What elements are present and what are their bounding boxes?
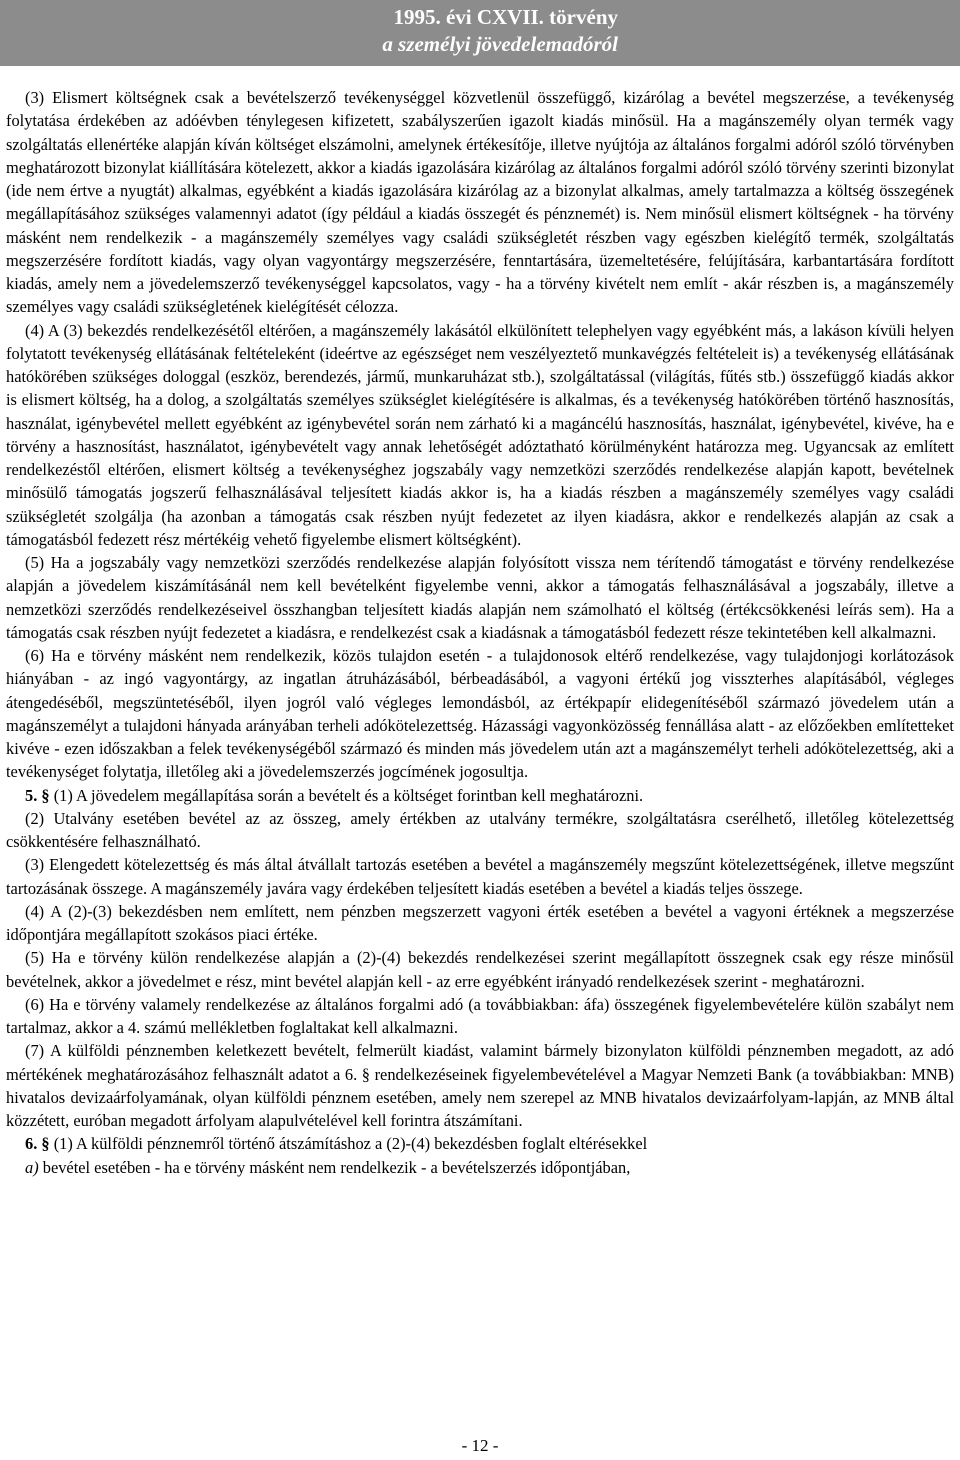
paragraph: (4) A (3) bekezdés rendelkezésétől eltérően, a magánszemély lakásától elkülönített telephelyen vagy egyébként más, a lakáson kívüli helyen folytatott tevékenység ellátásának feltételeként (ideértve az egészséget nem veszélyeztető munkavégzés feltételeit is) a tevékenység ellátásának hatókörében szükséges dologgal (eszköz, berendezés, jármű, munkaruházat stb.), szolgáltatással (világítás, fűtés stb.) összefüggő kiadás akkor is elismert költség, ha a dolog, a szolgáltatás személyes szükséglet kielégítésére is alkalmas, és a tevékenység hatókörében történő hasznosítás, használat, igénybevétel mellett egyébként az igénybevétel során nem zárható ki a magáncélú hasznosítás, használat, igénybevétel, kivéve, ha e törvény a hasznosítást, használatot, igénybevételt vagy annak lehetőségét adóztatható körülményként határozza meg. Ugyancsak az említett rendelkezéstől eltérően, elismert költség a tevékenységhez jogszabály vagy nemzetközi szerződés rendelkezése alapján kapott, bevételnek minősülő támogatás jogszerű felhasználásával teljesített kiadás akkor is, ha a kiadás részben a magánszemély személyes vagy családi szükségletét szolgálja (ha azonban a támogatás csak részben nyújt fedezetet az ilyen kiadásra, akkor e rendelkezés alapján az csak a támogatásból fedezett rész mértékéig vehető figyelembe elismert költségként). (6, 320, 954, 549)
paragraph-text: (1) A külföldi pénznemről történő átszámításhoz a (2)-(4) bekezdésben foglalt eltérésekkel (53, 1134, 648, 1154)
list-item-label: a) (25, 1157, 39, 1177)
paragraph: (6) Ha e törvény valamely rendelkezése az általános forgalmi adó (a továbbiakban: áfa) összegének figyelembevételére külön szabályt nem tartalmaz, akkor a 4. számú mellékletben foglaltakat kell alkalmazni. (6, 994, 954, 1037)
document-body (6, 86, 954, 1179)
paragraph: (4) A (2)-(3) bekezdésben nem említett, nem pénzben megszerzett vagyoni érték esetében a bevétel a vagyoni értéknek a megszerzése időpontjára megállapított szokásos piaci értéke. (6, 901, 954, 944)
paragraph-text: (1) A jövedelem megállapítása során a bevételt és a költséget forintban kell meghatározni. (53, 785, 644, 805)
paragraph: (5) Ha e törvény külön rendelkezése alapján a (2)-(4) bekezdés rendelkezései szerint megállapított összegnek csak egy része minősül bevételnek, akkor a jövedelmet e rész, mint bevétel alapján kell - az erre egyébként irányadó rendelkezések szerint - meghatározni. (6, 948, 954, 991)
law-title: 1995. évi CXVII. törvény (393, 5, 618, 29)
paragraph: (3) Elismert költségnek csak a bevételszerző tevékenységgel közvetlenül összefüggő, kizárólag a bevétel megszerzése, a tevékenység folytatása érdekében az adóévben ténylegesen kifizetett, szabályszerűen igazolt kiadás minősül. Ha a magánszemély olyan termék vagy szolgáltatás ellenértéke alapján kíván költséget elszámolni, amelynek értékesítője, illetve nyújtója az általános forgalmi adóról szóló törvényben meghatározott bizonylat kiállítására kötelezett, akkor a kiadás igazolására kizárólag az általános forgalmi adóról szóló törvény szerinti bizonylat (ide nem értve a nyugtát) alkalmas, egyébként a kiadás igazolására kizárólag az a bizonylat alkalmas, amely tartalmazza a költség összegének megállapításához szükséges valamennyi adatot (így például a kiadás összegét és pénznemét) is. Nem minősül elismert költségnek - ha törvény másként nem rendelkezik - a magánszemély személyes vagy családi szükségletét részben vagy egészben kielégítő termék, szolgáltatás megszerzésére fordított kiadás, vagy olyan vagyontárgy megszerzésére, fenntartására, üzemeltetésére, felújítására, karbantartására fordított kiadás, amely nem a jövedelemszerző tevékenységgel kapcsolatos, vagy - ha a törvény kivételt nem említ - akár részben is, a magánszemély személyes vagy családi szükségletének kielégítését célozza. (6, 88, 954, 317)
paragraph: (2) Utalvány esetében bevétel az az összeg, amely értékben az utalvány termékre, szolgáltatásra cserélhető, illetőleg kötelezettség csökkentésére felhasználható. (6, 808, 954, 851)
page-number: - 12 - (461, 1436, 499, 1455)
section-6-number: 6. § (25, 1134, 50, 1154)
law-subtitle: a személyi jövedelemadóról (382, 32, 618, 56)
section-5-paragraph-1 (6, 784, 954, 807)
list-item-text: bevétel esetében - ha e törvény másként nem rendelkezik - a bevételszerzés időpontjában, (42, 1157, 631, 1177)
paragraph: (5) Ha a jogszabály vagy nemzetközi szerződés rendelkezése alapján folyósított vissza nem térítendő támogatást e törvény rendelkezése alapján a jövedelem kiszámításánál nem kell bevételként figyelembe venni, akkor a támogatás felhasználásával a jogszabály, illetve a nemzetközi szerződés rendelkezéseivel összhangban teljesített kiadás alapján nem számolható el költség (értékcsökkenési leírás sem). Ha a támogatás csak részben nyújt fedezetet a kiadásra, e rendelkezést csak a kiadásnak a támogatásból fedezett része tekintetében kell alkalmazni. (6, 553, 954, 642)
list-item-a (6, 1156, 954, 1179)
paragraph: (3) Elengedett kötelezettség és más által átvállalt tartozás esetében a bevétel a magánszemély megszűnt kötelezettségének, illetve megszűnt tartozásának összege. A magánszemély javára vagy érdekében teljesített kiadás esetében a bevétel a kiadás teljes összege. (6, 855, 954, 898)
paragraph: (6) Ha e törvény másként nem rendelkezik, közös tulajdon esetén - a tulajdonosok eltérő rendelkezése, vagy tulajdonjogi korlátozások hiányában - az ingó vagyontárgy, az ingatlan átruházásából, bérbeadásából, a vagyoni értékű jog visszterhes alapításából, végleges átengedéséből, megszüntetéséből, ilyen jogról való végleges lemondásból, az értékpapír elidegenítéséből származó jövedelem után a magánszemélyt a tulajdoni hányada arányában terheli adókötelezettség. Házassági vagyonközösség fennállása alatt - az előzőekben említetteket kivéve - ezen időszakban a felek tevékenységéből származó és minden más jövedelem után azt a magánszemélyt terheli adókötelezettség, aki a tevékenységet folytatja, illetőleg aki a jövedelemszerzés jogcímének jogosultja. (6, 646, 954, 782)
section-5-number: 5. § (25, 785, 50, 805)
section-6-paragraph-1 (6, 1132, 954, 1155)
paragraph: (7) A külföldi pénznemben keletkezett bevételt, felmerült kiadást, valamint bármely bizonylaton külföldi pénznemben megadott, az adó mértékének meghatározásához felhasznált adatot a 6. § rendelkezéseinek figyelembevételével a Magyar Nemzeti Bank (a továbbiakban: MNB) hivatalos devizaárfolyamának, olyan külföldi pénznem esetében, amely nem szerepel az MNB hivatalos devizaárfolyam-lapján, az MNB által közzétett, euróban megadott árfolyam alapulvételével kell forintra átszámítani. (6, 1041, 954, 1130)
page-header (0, 0, 960, 66)
